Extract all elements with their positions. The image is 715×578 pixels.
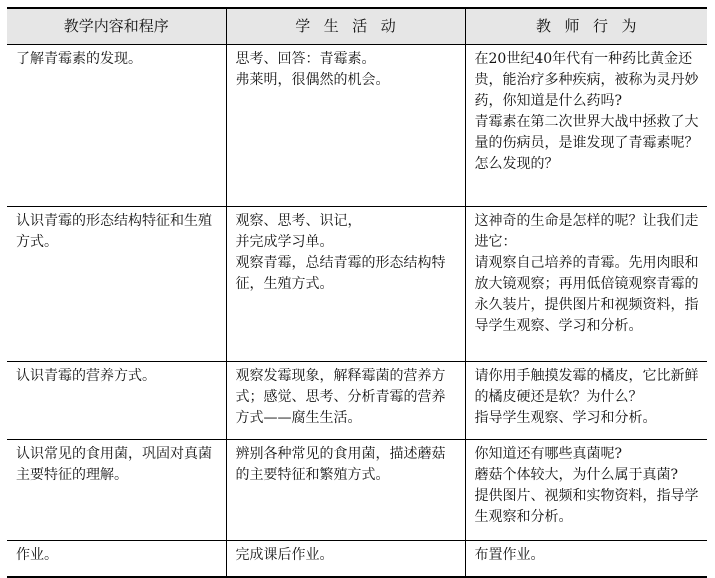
content-cell: 作业。: [7, 541, 226, 578]
table-row: [7, 541, 707, 578]
content-cell: 认识常见的食用菌，巩固对真菌主要特征的理解。: [7, 440, 226, 541]
teacher-cell: 这神奇的生命是怎样的呢？让我们走进它： 请观察自己培养的青霉。先用肉眼和放大镜观察；再用低倍镜观察青霉的永久装片，提供图片和视频资料，指导学生观察、学习和分析。: [465, 207, 707, 362]
teacher-cell: 在20世纪40年代有一种药比黄金还贵，能治疗多种疾病，被称为灵丹妙药，你知道是什么药吗? 青霉素在第二次世界大战中拯救了大量的伤病员，是谁发现了青霉素呢？怎么发现的？: [465, 45, 707, 207]
content-cell: 认识青霉的形态结构特征和生殖方式。: [7, 207, 226, 362]
table-row: [7, 207, 707, 362]
table-row: [7, 45, 707, 207]
header-student-activity: 学生活动: [226, 8, 465, 45]
header-content: 教学内容和程序: [7, 8, 226, 45]
content-cell: 认识青霉的营养方式。: [7, 362, 226, 440]
lesson-plan-table: [7, 7, 707, 578]
teacher-cell: 布置作业。: [465, 541, 707, 578]
student-cell: 观察、思考、识记， 并完成学习单。 观察青霉，总结青霉的形态结构特征，生殖方式。: [226, 207, 465, 362]
student-cell: 辨别各种常见的食用菌，描述蘑菇的主要特征和繁殖方式。: [226, 440, 465, 541]
teacher-cell: 你知道还有哪些真菌呢? 蘑菇个体较大，为什么属于真菌? 提供图片、视频和实物资料，指导学生观察和分析。: [465, 440, 707, 541]
content-cell: 了解青霉素的发现。: [7, 45, 226, 207]
header-row: [7, 8, 707, 45]
table-row: [7, 362, 707, 440]
table-row: [7, 440, 707, 541]
student-cell: 完成课后作业。: [226, 541, 465, 578]
teacher-cell: 请你用手触摸发霉的橘皮，它比新鲜的橘皮硬还是软？为什么？ 指导学生观察、学习和分析。: [465, 362, 707, 440]
header-teacher-behavior: 教师行为: [465, 8, 707, 45]
student-cell: 观察发霉现象，解释霉菌的营养方式；感觉、思考、分析青霉的营养方式——腐生生活。: [226, 362, 465, 440]
student-cell: 思考、回答：青霉素。 弗莱明，很偶然的机会。: [226, 45, 465, 207]
